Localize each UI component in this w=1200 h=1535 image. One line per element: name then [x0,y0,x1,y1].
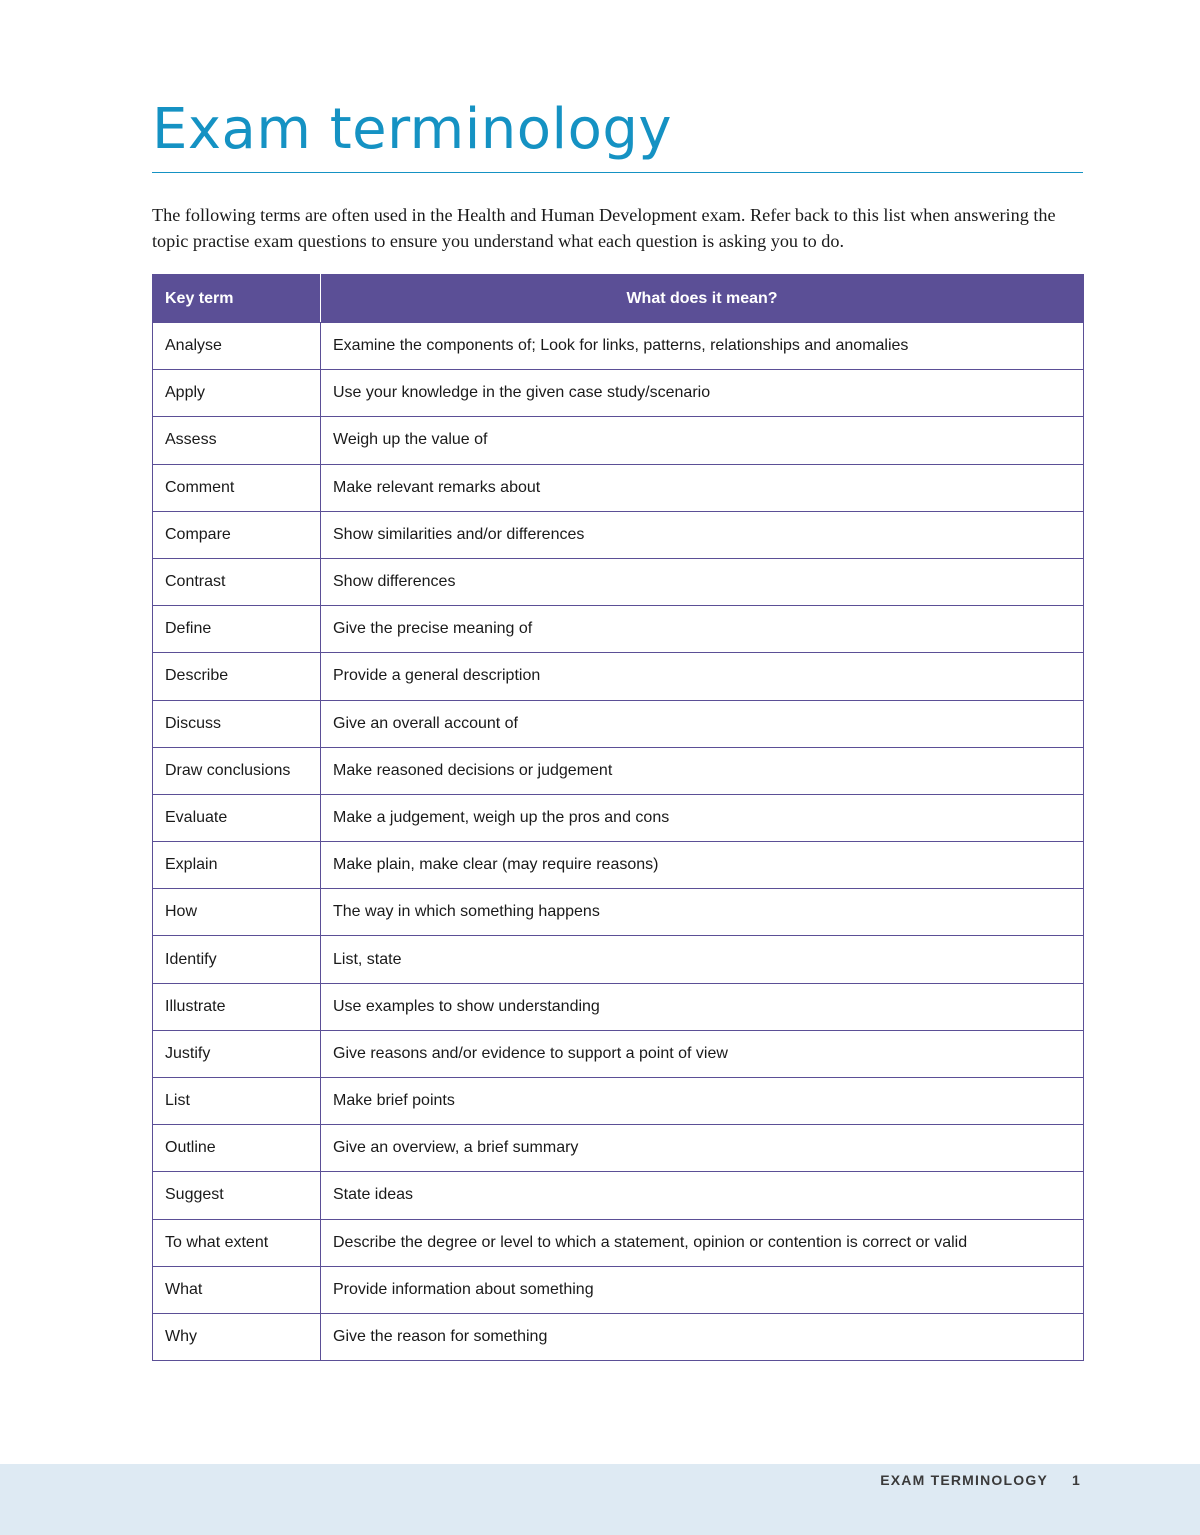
table-row [153,370,1084,417]
term-cell: Apply [153,370,321,417]
term-cell: Describe [153,653,321,700]
meaning-cell: Weigh up the value of [321,417,1084,464]
term-cell: Illustrate [153,983,321,1030]
meaning-cell: Make a judgement, weigh up the pros and cons [321,794,1084,841]
meaning-cell: Make relevant remarks about [321,464,1084,511]
table-row [153,936,1084,983]
term-cell: Suggest [153,1172,321,1219]
column-header-key-term: Key term [153,275,321,323]
term-cell: Analyse [153,323,321,370]
page-footer [0,1464,1200,1535]
meaning-cell: Make brief points [321,1078,1084,1125]
meaning-cell: Give the reason for something [321,1313,1084,1360]
term-cell: Identify [153,936,321,983]
term-cell: To what extent [153,1219,321,1266]
meaning-cell: Give an overview, a brief summary [321,1125,1084,1172]
meaning-cell: Examine the components of; Look for links, patterns, relationships and anomalies [321,323,1084,370]
footer-section-label: EXAM TERMINOLOGY [880,1472,1048,1488]
term-cell: Draw conclusions [153,747,321,794]
meaning-cell: Use examples to show understanding [321,983,1084,1030]
term-cell: Comment [153,464,321,511]
term-cell: List [153,1078,321,1125]
table-row [153,464,1084,511]
table-row [153,794,1084,841]
table-row [153,1266,1084,1313]
term-cell: Define [153,606,321,653]
meaning-cell: Make reasoned decisions or judgement [321,747,1084,794]
table-row [153,417,1084,464]
table-row [153,1125,1084,1172]
meaning-cell: Show similarities and/or differences [321,511,1084,558]
table-row [153,1219,1084,1266]
column-header-meaning: What does it mean? [321,275,1084,323]
table-row [153,323,1084,370]
term-cell: Contrast [153,558,321,605]
table-row [153,747,1084,794]
table-row [153,700,1084,747]
meaning-cell: The way in which something happens [321,889,1084,936]
term-cell: Compare [153,511,321,558]
meaning-cell: Provide information about something [321,1266,1084,1313]
table-row [153,842,1084,889]
term-cell: Outline [153,1125,321,1172]
table-row [153,1313,1084,1360]
title-divider [152,172,1083,173]
meaning-cell: Give reasons and/or evidence to support a point of view [321,1030,1084,1077]
terminology-table [152,274,1084,1361]
meaning-cell: List, state [321,936,1084,983]
table-header-row [153,275,1084,323]
term-cell: Justify [153,1030,321,1077]
table-row [153,558,1084,605]
meaning-cell: State ideas [321,1172,1084,1219]
term-cell: Evaluate [153,794,321,841]
table-row [153,1078,1084,1125]
meaning-cell: Provide a general description [321,653,1084,700]
table-row [153,511,1084,558]
table-row [153,1172,1084,1219]
meaning-cell: Give the precise meaning of [321,606,1084,653]
term-cell: Discuss [153,700,321,747]
meaning-cell: Show differences [321,558,1084,605]
table-row [153,983,1084,1030]
table-row [153,606,1084,653]
page-title: Exam terminology [152,97,673,162]
table-row [153,653,1084,700]
page-number: 1 [1072,1472,1080,1488]
table-row [153,889,1084,936]
table-row [153,1030,1084,1077]
meaning-cell: Describe the degree or level to which a statement, opinion or contention is correct or valid [321,1219,1084,1266]
meaning-cell: Make plain, make clear (may require reasons) [321,842,1084,889]
term-cell: What [153,1266,321,1313]
meaning-cell: Use your knowledge in the given case study/scenario [321,370,1084,417]
term-cell: Why [153,1313,321,1360]
meaning-cell: Give an overall account of [321,700,1084,747]
term-cell: How [153,889,321,936]
intro-paragraph: The following terms are often used in the Health and Human Development exam. Refer back to this list when answering the topic practise exam questions to ensure you understand what each question is asking you to do. [152,205,1056,251]
term-cell: Explain [153,842,321,889]
term-cell: Assess [153,417,321,464]
